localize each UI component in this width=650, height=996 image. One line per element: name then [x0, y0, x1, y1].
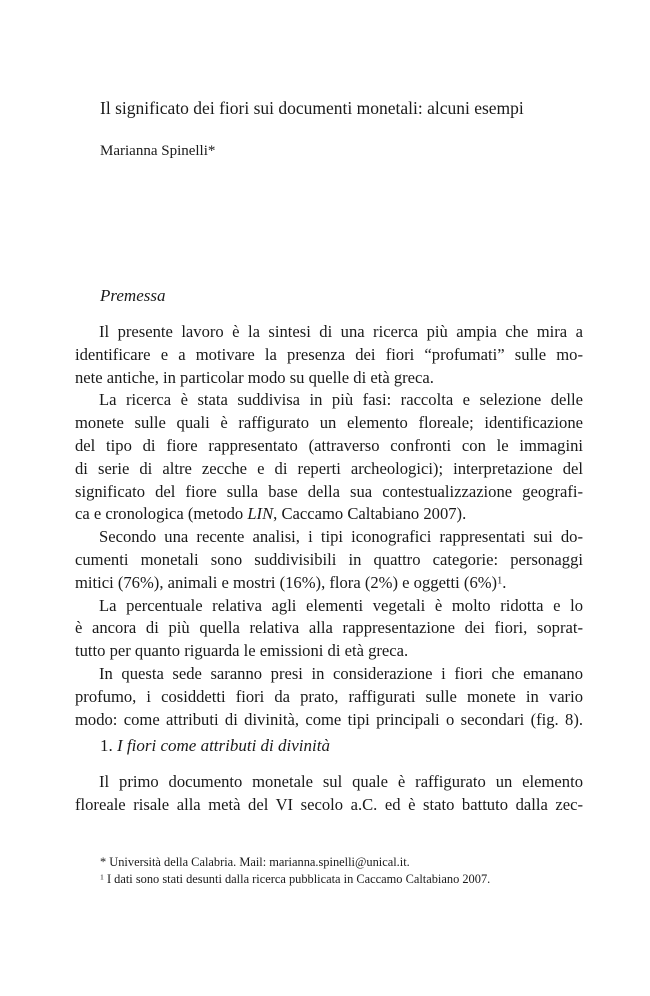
text-line: Il primo documento monetale sul quale è raffigurato un elemento	[99, 772, 583, 791]
text-line: cumenti monetali sono suddivisibili in quattro categorie: personaggi	[75, 549, 583, 569]
text-line: La ricerca è stata suddivisa in più fasi: raccolta e selezione delle	[99, 390, 583, 410]
text-segment: .	[502, 572, 507, 592]
section-title: I fiori come attributi di divinità	[117, 736, 330, 755]
text-line	[75, 503, 583, 526]
section-heading-premessa: Premessa	[100, 286, 166, 305]
text-line: è ancora di più quella relativa alla rappresentazione dei fiori, soprat-	[75, 618, 583, 638]
footnote-ref: 1	[497, 575, 503, 587]
text-segment: mitici (76%), animali e mostri (16%), flora (2%) e oggetti (6%)	[75, 572, 498, 592]
text-line: tutto per quanto riguarda le emissioni di età greca.	[75, 641, 409, 661]
text-line: floreale risale alla metà del VI secolo a.C. ed è stato battuto dalla zec-	[75, 794, 583, 814]
text-line: modo: come attributi di divinità, come tipi principali o secondari (fig. 8).	[75, 709, 583, 729]
footnote-star: * Università della Calabria. Mail: marianna.spinelli@unical.it.	[100, 855, 410, 869]
premessa-body	[75, 321, 583, 731]
text-line: La percentuale relativa agli elementi vegetali è molto ridotta e lo	[99, 595, 583, 615]
text-line: nete antiche, in particolar modo su quelle di età greca.	[75, 367, 434, 387]
text-segment: , Caccamo Caltabiano 2007).	[273, 504, 467, 524]
section-number: 1.	[100, 736, 113, 755]
section-heading-1	[100, 734, 330, 758]
text-line: monete sulle quali è raffigurato un elemento floreale; identificazione	[75, 413, 583, 433]
text-line: di serie di altre zecche e di reperti archeologici); interpretazione del	[75, 458, 583, 478]
article-title: Il significato dei fiori sui documenti monetali: alcuni esempi	[100, 98, 524, 118]
text-line: profumo, i cosiddetti fiori da prato, raffigurati sulle monete in vario	[75, 686, 583, 706]
text-line: significato del fiore sulla base della sua contestualizzazione geografi-	[75, 481, 583, 501]
footnote-marker: 1	[100, 872, 104, 882]
text-line: Secondo una recente analisi, i tipi iconografici rappresentati sui do-	[99, 527, 583, 547]
text-line	[75, 572, 583, 595]
text-line: In questa sede saranno presi in considerazione i fiori che emanano	[99, 663, 583, 683]
text-segment: ca e cronologica (metodo	[75, 504, 248, 524]
footnotes	[100, 854, 490, 888]
footnote-1	[100, 871, 490, 888]
article-author: Marianna Spinelli*	[100, 143, 216, 159]
text-line: Il presente lavoro è la sintesi di una ricerca più ampia che mira a	[99, 322, 583, 341]
method-name: LIN	[247, 504, 274, 524]
footnote-text: I dati sono stati desunti dalla ricerca pubblicata in Caccamo Caltabiano 2007.	[103, 872, 491, 886]
text-line: identificare e a motivare la presenza dei fiori “profumati” sulle mo-	[75, 344, 583, 364]
text-line: del tipo di fiore rappresentato (attraverso confronti con le immagini	[75, 435, 583, 455]
section1-body	[75, 771, 583, 817]
